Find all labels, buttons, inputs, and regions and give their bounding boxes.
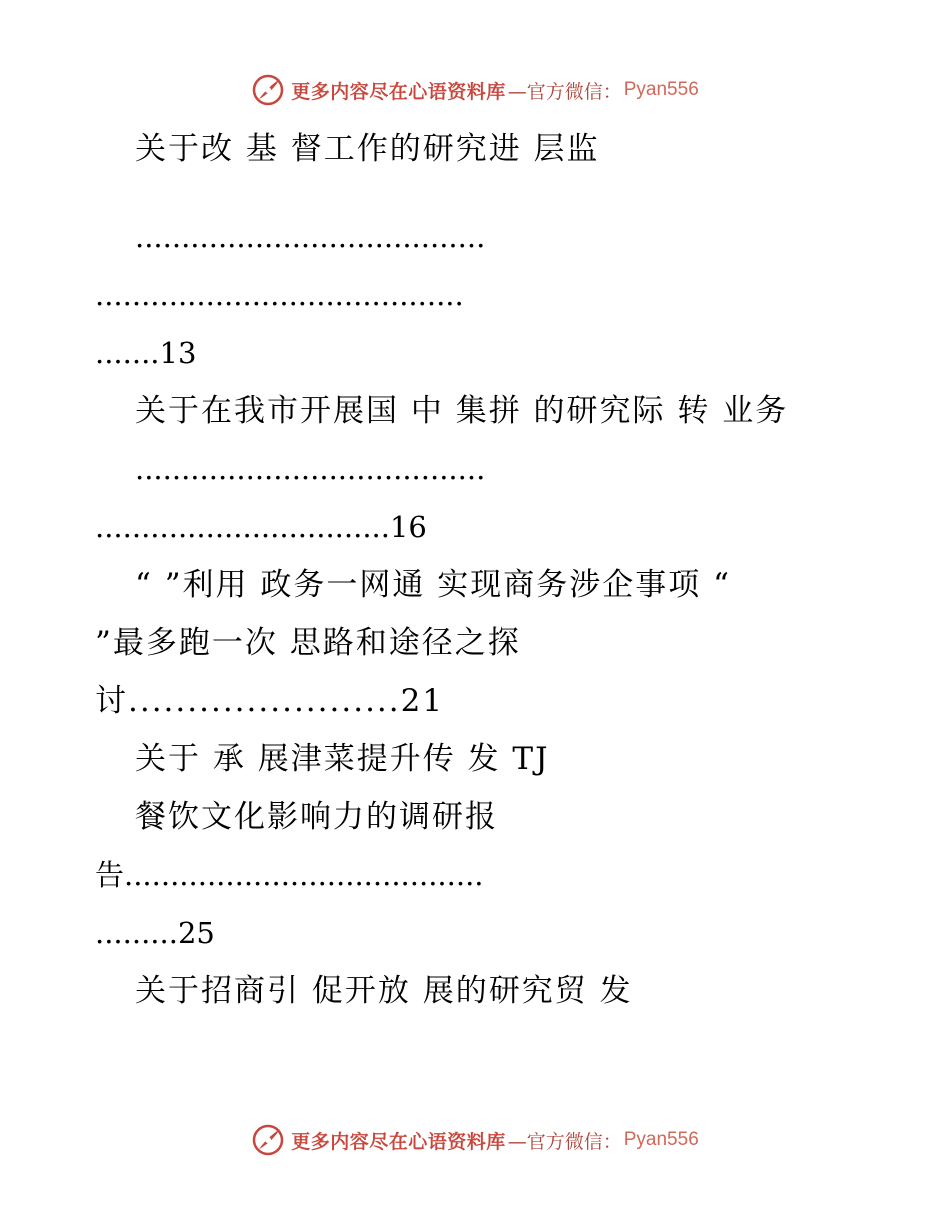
toc-entry-4-title: 关于 承 展津菜提升传 发 TJ [135, 741, 550, 777]
quill-logo-icon [251, 1123, 285, 1157]
quill-logo-icon [251, 73, 285, 107]
footer-watermark [0, 1120, 950, 1160]
toc-entry-2-page: ................................16 [95, 510, 427, 544]
toc-entry-1-leader: ...................................... [135, 220, 486, 254]
toc-entry-3-title: “ ”利用 政务一网通 实现商务涉企事项 “ [135, 567, 731, 603]
header-watermark [0, 70, 950, 110]
watermark-id-text: Pyan556 [623, 1129, 699, 1150]
toc-entry-4-page: .........25 [95, 916, 215, 950]
toc-entry-1-leader-2: ........................................ [95, 278, 464, 312]
toc-entry-2-title: 关于在我市开展国 中 集拼 的研究际 转 业务 [135, 393, 789, 429]
watermark-id-text: Pyan556 [623, 79, 699, 100]
toc-entry-2-leader: ...................................... [135, 452, 486, 486]
toc-entry-4-title-cont: 餐饮文化影响力的调研报 [135, 799, 498, 835]
toc-list [95, 120, 855, 1020]
toc-entry-3-title-cont: ”最多跑一次 思路和途径之探 [95, 625, 521, 661]
watermark-sub-text: —官方微信： [507, 80, 622, 103]
watermark-sub-text: —官方微信： [507, 1130, 622, 1153]
toc-entry-4-leader: 告....................................... [95, 858, 484, 892]
toc-entry-1-title: 关于改 基 督工作的研究进 层监 [135, 131, 600, 167]
watermark-main-text: 更多内容尽在心语资料库 [291, 1130, 506, 1153]
toc-entry-1-page: .......13 [95, 336, 197, 370]
toc-entry-3-page: 讨.......................21 [95, 683, 445, 719]
toc-entry-5-title: 关于招商引 促开放 展的研究贸 发 [135, 973, 633, 1009]
watermark-main-text: 更多内容尽在心语资料库 [291, 80, 506, 103]
